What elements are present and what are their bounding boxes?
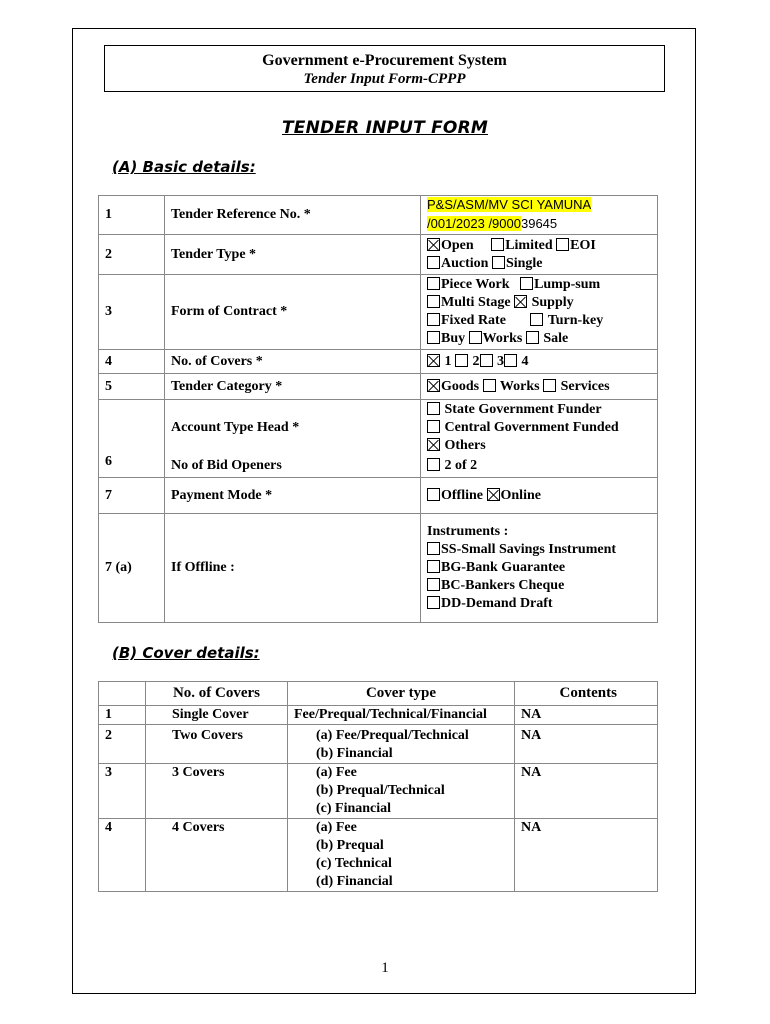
covers-2-label: 2 (472, 353, 480, 369)
goods-label: Goods (441, 378, 480, 394)
table-row (99, 350, 658, 374)
cell-type (288, 725, 515, 764)
state-govt-label: State Government Funder (444, 401, 602, 417)
services-label: Services (560, 378, 610, 394)
covers-options (421, 350, 658, 374)
cell-num: 3 (99, 764, 146, 819)
offline-label: Offline (441, 487, 483, 503)
row-num: 2 (99, 235, 165, 275)
covers-1-checkbox[interactable] (427, 354, 440, 367)
limited-label: Limited (505, 237, 553, 253)
cover-type-line: (a) Fee (316, 820, 357, 835)
lump-sum-label: Lump-sum (534, 277, 601, 292)
cell-contents: NA (515, 706, 658, 725)
header-subtitle: Tender Input Form-CPPP (303, 71, 466, 87)
row-label: Tender Type * (165, 235, 421, 275)
fixed-rate-label: Fixed Rate (441, 313, 506, 328)
cell-num: 4 (99, 819, 146, 892)
row-label: Tender Reference No. * (165, 196, 421, 235)
cell-covers: Single Cover (146, 706, 288, 725)
row-label: Payment Mode * (165, 478, 421, 514)
covers-3-label: 3 (497, 353, 504, 369)
header-box (104, 45, 665, 92)
works-category-label: Works (499, 378, 540, 394)
covers-2-checkbox[interactable] (455, 354, 468, 367)
form-of-contract-options (421, 275, 658, 350)
row-label: No of Bid Openers (165, 456, 421, 478)
row-num: 1 (99, 196, 165, 235)
row-num: 5 (99, 374, 165, 400)
row-num: 7 (a) (99, 514, 165, 623)
cover-type-line: (b) Prequal/Technical (316, 783, 445, 798)
online-label: Online (500, 487, 541, 503)
open-checkbox[interactable] (427, 238, 440, 251)
basic-details-table (98, 195, 658, 623)
tender-ref-value (421, 196, 658, 235)
works-category-checkbox[interactable] (483, 379, 496, 392)
eoi-checkbox[interactable] (556, 238, 569, 251)
turn-key-label: Turn-key (547, 313, 604, 328)
bc-checkbox[interactable] (427, 578, 440, 591)
table-row (99, 819, 658, 892)
row-num: 6 (99, 400, 165, 478)
piece-work-checkbox[interactable] (427, 277, 440, 290)
header-contents: Contents (515, 682, 658, 706)
online-checkbox[interactable] (487, 488, 500, 501)
row-label: No. of Covers * (165, 350, 421, 374)
row-label: Form of Contract * (165, 275, 421, 350)
row-num: 3 (99, 275, 165, 350)
instrument-options (421, 514, 658, 623)
section-a-title: (A) Basic details: (112, 158, 256, 176)
row-label: Tender Category * (165, 374, 421, 400)
others-label: Others (444, 437, 486, 453)
auction-checkbox[interactable] (427, 256, 440, 269)
payment-mode-options (421, 478, 658, 514)
ref-line-2b: 39645 (520, 216, 558, 231)
dd-label: DD-Demand Draft (441, 596, 553, 611)
table-row (99, 478, 658, 514)
table-row (99, 514, 658, 623)
cover-type-line: (c) Technical (316, 856, 392, 871)
covers-1-label: 1 (444, 353, 452, 369)
state-govt-checkbox[interactable] (427, 402, 440, 415)
cover-type-line: (a) Fee/Prequal/Technical (316, 728, 469, 743)
account-type-options (421, 400, 658, 456)
cover-type-line: (b) Financial (316, 746, 393, 761)
others-checkbox[interactable] (427, 438, 440, 451)
services-checkbox[interactable] (543, 379, 556, 392)
row-num: 7 (99, 478, 165, 514)
single-label: Single (505, 255, 543, 271)
header-num (99, 682, 146, 706)
cell-covers: Two Covers (146, 725, 288, 764)
table-row (99, 456, 658, 478)
lump-sum-checkbox[interactable] (520, 277, 533, 290)
ss-label: SS-Small Savings Instrument (441, 542, 617, 557)
eoi-label: EOI (570, 237, 596, 253)
bc-label: BC-Bankers Cheque (441, 578, 565, 593)
bid-openers-option (421, 456, 658, 478)
cell-num: 2 (99, 725, 146, 764)
covers-3-checkbox[interactable] (480, 354, 493, 367)
table-row (99, 275, 658, 350)
open-label: Open (441, 237, 474, 253)
cell-type: Fee/Prequal/Technical/Financial (288, 706, 515, 725)
tender-type-options (421, 235, 658, 275)
table-row (99, 400, 658, 456)
table-header-row (99, 682, 658, 706)
header-covers: No. of Covers (146, 682, 288, 706)
fixed-rate-checkbox[interactable] (427, 313, 440, 326)
row-num: 4 (99, 350, 165, 374)
row-label: If Offline : (165, 514, 421, 623)
ref-line-2: /001/2023 /9000 (427, 216, 521, 231)
dd-checkbox[interactable] (427, 596, 440, 609)
cell-covers: 3 Covers (146, 764, 288, 819)
covers-4-label: 4 (521, 353, 529, 369)
auction-label: Auction (441, 255, 489, 271)
header-title: Government e-Procurement System (262, 52, 507, 69)
form-title: TENDER INPUT FORM (282, 118, 488, 138)
sale-label: Sale (543, 331, 569, 346)
sale-checkbox[interactable] (526, 331, 539, 344)
row-label: Account Type Head * (165, 400, 421, 456)
cell-type (288, 819, 515, 892)
cover-type-line: (d) Financial (316, 874, 393, 889)
buy-checkbox[interactable] (427, 331, 440, 344)
bg-checkbox[interactable] (427, 560, 440, 573)
table-row (99, 764, 658, 819)
cell-contents: NA (515, 764, 658, 819)
covers-4-checkbox[interactable] (504, 354, 517, 367)
table-row (99, 374, 658, 400)
offline-checkbox[interactable] (427, 488, 440, 501)
cell-covers: 4 Covers (146, 819, 288, 892)
header-cover-type: Cover type (288, 682, 515, 706)
cover-type-line: (b) Prequal (316, 838, 384, 853)
cell-type (288, 764, 515, 819)
goods-checkbox[interactable] (427, 379, 440, 392)
piece-work-label: Piece Work (441, 277, 510, 292)
cover-type-line: (c) Financial (316, 801, 392, 816)
cell-num: 1 (99, 706, 146, 725)
buy-label: Buy (441, 331, 466, 346)
works-label: Works (482, 331, 523, 346)
cover-type-line: (a) Fee (316, 765, 357, 780)
bid-openers-checkbox[interactable] (427, 458, 440, 471)
supply-label: Supply (531, 295, 574, 310)
supply-checkbox[interactable] (514, 295, 527, 308)
cover-details-table (98, 681, 658, 892)
bg-label: BG-Bank Guarantee (441, 560, 566, 575)
works-checkbox[interactable] (469, 331, 482, 344)
turn-key-checkbox[interactable] (530, 313, 543, 326)
central-govt-checkbox[interactable] (427, 420, 440, 433)
section-b-title: (B) Cover details: (112, 644, 260, 662)
single-checkbox[interactable] (492, 256, 505, 269)
page-number: 1 (381, 960, 389, 976)
central-govt-label: Central Government Funded (444, 419, 619, 435)
table-row (99, 235, 658, 275)
instruments-label: Instruments : (427, 524, 509, 539)
limited-checkbox[interactable] (491, 238, 504, 251)
bid-openers-label: 2 of 2 (444, 458, 478, 474)
table-row (99, 725, 658, 764)
table-row (99, 706, 658, 725)
ref-line-1: P&S/ASM/MV SCI YAMUNA (427, 197, 592, 212)
cell-contents: NA (515, 725, 658, 764)
table-row (99, 196, 658, 235)
multi-stage-label: Multi Stage (441, 295, 511, 310)
ss-checkbox[interactable] (427, 542, 440, 555)
category-options (421, 374, 658, 400)
multi-stage-checkbox[interactable] (427, 295, 440, 308)
cell-contents: NA (515, 819, 658, 892)
